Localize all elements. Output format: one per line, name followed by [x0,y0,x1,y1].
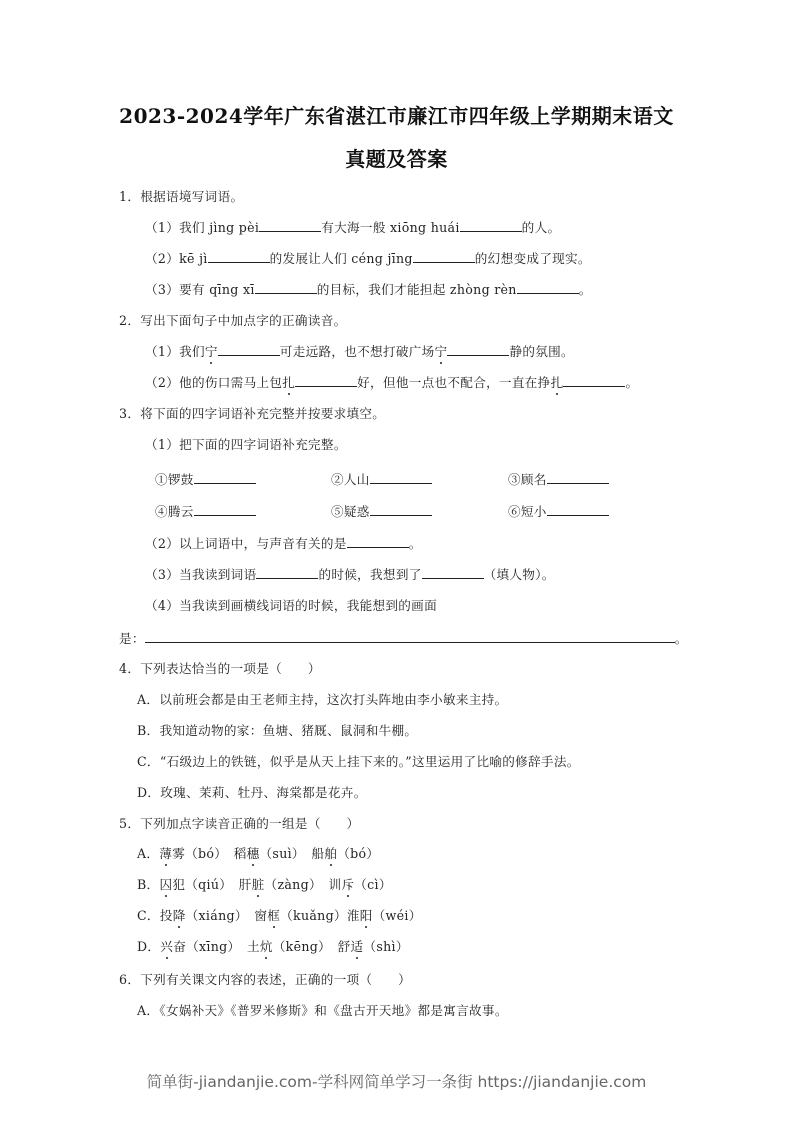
q1-sub2: （2）kē jì 的发展让人们 céng jīng 的幻想变成了现实。 [145,251,591,266]
blank[interactable] [218,343,280,356]
q4-option-b[interactable]: B．我知道动物的家：鱼塘、猪厩、鼠洞和牛棚。 [137,723,418,738]
q4-option-c[interactable]: C．“石级边上的铁链，似乎是从天上挂下来的。”这里运用了比喻的修辞手法。 [137,754,580,769]
doc-title-line1: 2023-2024学年广东省湛江市廉江市四年级上学期期末语文 [119,104,674,128]
q3-item-3: ③顾名 [508,471,609,488]
blank[interactable] [256,566,318,579]
q4-option-d[interactable]: D．玫瑰、茉莉、牡丹、海棠都是花卉。 [137,785,367,800]
blank[interactable] [208,250,270,263]
q2-stem: 2．写出下面句子中加点字的正确读音。 [119,313,347,328]
q2-sub2: （2）他的伤口需马上包扎 好，但他一点也不配合，一直在挣扎 。 [145,375,639,390]
q5-option-b[interactable]: B．囚犯（qiú） 肝脏（zàng） 训斥（cì） [137,877,392,892]
q5-option-d[interactable]: D．兴奋（xīng） 土炕（kēng） 舒适（shì） [137,939,409,954]
blank[interactable] [370,503,432,516]
blank[interactable] [194,471,256,484]
q3-sub2: （2）以上词语中，与声音有关的是 。 [145,536,422,551]
q1-sub3: （3）要有 qīng xī 的目标，我们才能担起 zhòng rèn 。 [145,282,592,297]
q4-option-a[interactable]: A．以前班会都是由王老师主持，这次打头阵地由李小敏来主持。 [137,692,508,707]
blank[interactable] [370,471,432,484]
blank[interactable] [194,503,256,516]
blank[interactable] [547,503,609,516]
q3-sub4: （4）当我读到画横线词语的时候，我能想到的画面 [145,598,437,613]
q1-sub1: （1）我们 jìng pèi 有大海一般 xiōng huái 的人。 [145,220,561,235]
blank[interactable] [547,471,609,484]
q3-item-6: ⑥短小 [508,503,609,520]
q3-item-2: ②人山 [331,471,432,488]
blank[interactable] [422,566,484,579]
blank[interactable] [517,281,579,294]
blank[interactable] [563,374,625,387]
answer-line[interactable] [145,630,675,643]
q3-sub3: （3）当我读到词语 的时候，我想到了 （填人物）。 [145,567,555,582]
blank[interactable] [255,281,317,294]
q6-option-a[interactable]: A．《女娲补天》《普罗米修斯》和《盘古开天地》都是寓言故事。 [137,1003,508,1018]
q5-option-c[interactable]: C．投降（xiáng） 窗框（kuǎng）淮阳（wéi） [137,908,422,923]
blank[interactable] [347,535,409,548]
q3-stem: 3．将下面的四字词语补充完整并按要求填空。 [119,406,386,421]
blank[interactable] [413,250,475,263]
q3-item-4: ④腾云 [155,503,256,520]
blank[interactable] [447,343,509,356]
q2-sub1: （1）我们宁 可走远路，也不想打破广场宁 静的氛围。 [145,344,574,359]
q5-option-a[interactable]: A．薄雾（bó） 稻穗（suì） 船舶（bó） [137,846,380,861]
blank[interactable] [460,219,522,232]
q1-stem: 1．根据语境写词语。 [119,189,244,204]
q3-sub4-answer: 是： 。 [119,631,688,646]
q3-item-1: ①锣鼓 [155,471,256,488]
q5-stem: 5．下列加点字读音正确的一组是（ ） [119,816,360,831]
q4-stem: 4．下列表达恰当的一项是（ ） [119,661,321,676]
footer-watermark: 简单街-jiandanjie.com-学科网简单学习一条街 https://jiandanjie.com [146,1073,647,1091]
blank[interactable] [295,374,357,387]
doc-title-line2: 真题及答案 [345,147,448,171]
q6-stem: 6．下列有关课文内容的表述，正确的一项（ ） [119,972,411,987]
q3-sub1: （1）把下面的四字词语补充完整。 [145,437,347,452]
blank[interactable] [259,219,321,232]
q3-item-5: ⑤疑惑 [331,503,432,520]
